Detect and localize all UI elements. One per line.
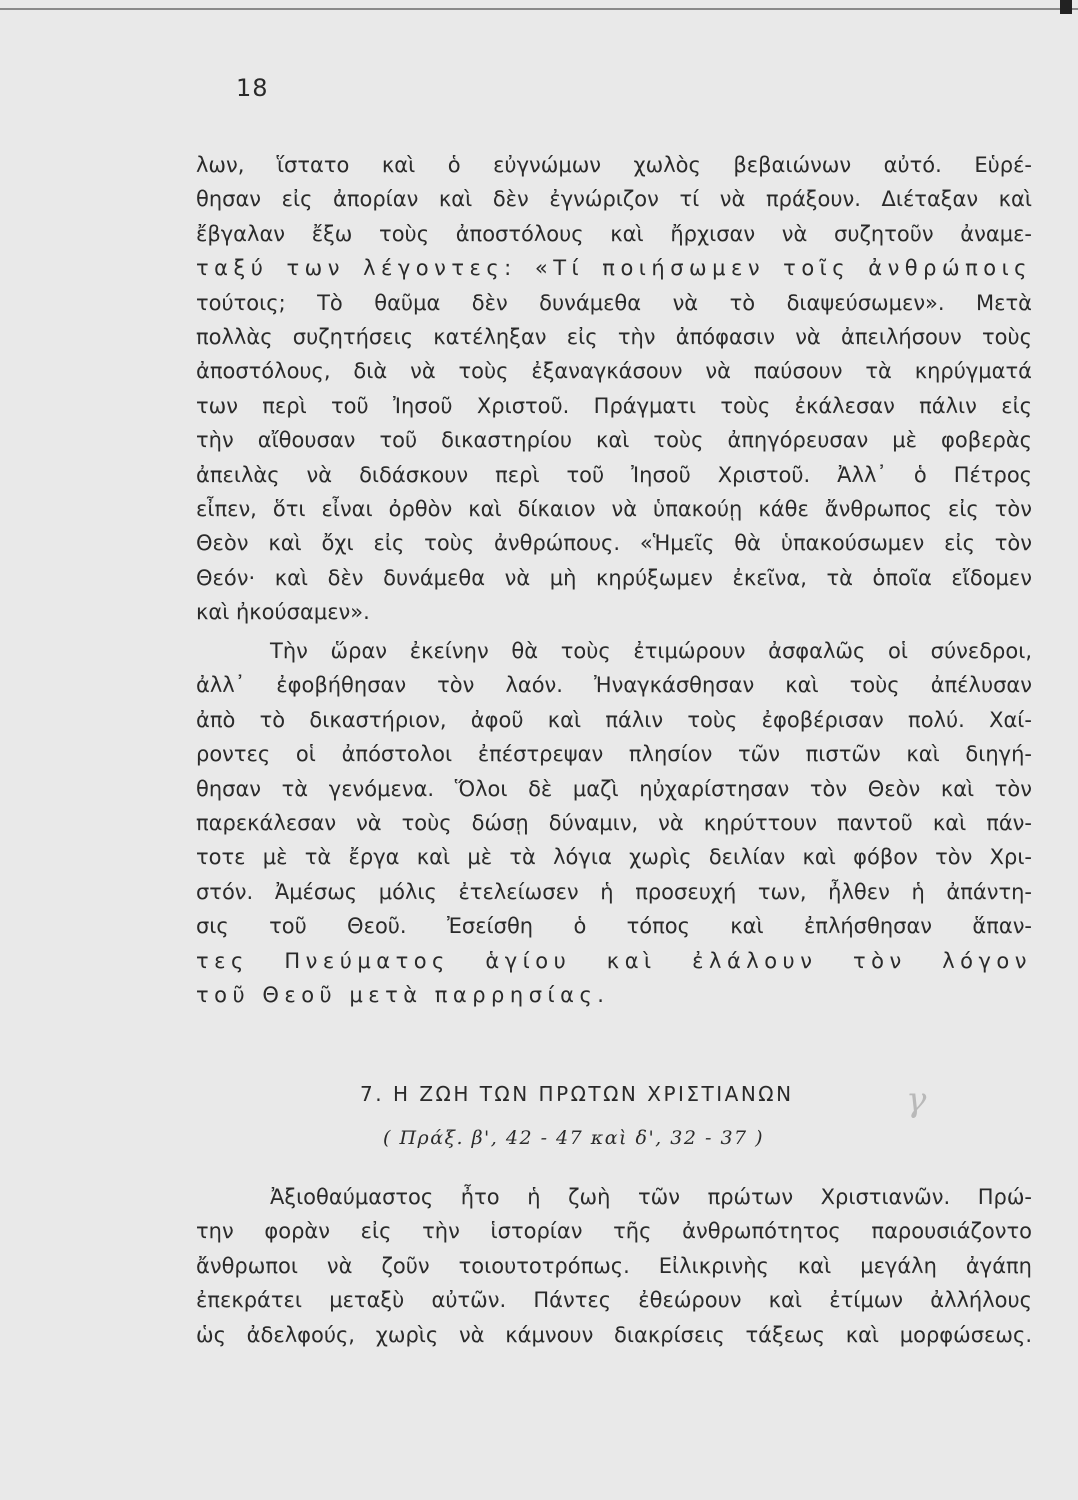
text-line: πολλὰς συζητήσεις κατέληξαν εἰς τὴν ἀπόφασιν νὰ ἀπειλήσουν τοὺς [196, 325, 1032, 350]
text-line: ἔβγαλαν ἔξω τοὺς ἀποστόλους καὶ ἤρχισαν νὰ συζητοῦν ἀναμε- [196, 221, 1032, 246]
text-line: ὡς ἀδελφούς, χωρὶς νὰ κάμνουν διακρίσεις τάξεως καὶ μορφώσεως. [196, 1322, 1032, 1347]
text-line: σις τοῦ Θεοῦ. Ἐσείσθη ὁ τόπος καὶ ἐπλήσθησαν ἅπαν- [196, 914, 1032, 939]
text-line: Θεὸν καὶ ὄχι εἰς τοὺς ἀνθρώπους. «Ἡμεῖς θὰ ὑπακούσωμεν εἰς τὸν [196, 531, 1032, 556]
text-line: τὴν αἴθουσαν τοῦ δικαστηρίου καὶ τοὺς ἀπηγόρευσαν μὲ φοβερὰς [196, 428, 1032, 453]
text-line: τοτε μὲ τὰ ἔργα καὶ μὲ τὰ λόγια χωρὶς δειλίαν καὶ φόβον τὸν Χρι- [196, 845, 1032, 870]
paragraph-3 [196, 1180, 1032, 1352]
text-line: τούτοις; Τὸ θαῦμα δὲν δυνάμεθα νὰ τὸ διαψεύσωμεν». Μετὰ [196, 290, 1032, 315]
page-number: 18 [236, 74, 269, 102]
top-edge-rule [0, 8, 1078, 10]
text-line: παρεκάλεσαν νὰ τοὺς δώσῃ δύναμιν, νὰ κηρύττουν παντοῦ καὶ πάν- [196, 811, 1032, 836]
section-heading: 7. Η ΖΩΗ ΤΩΝ ΠΡΩΤΩΝ ΧΡΙΣΤΙΑΝΩΝ [360, 1082, 794, 1106]
text-line: ἀποστόλους, διὰ νὰ τοὺς ἐξαναγκάσουν νὰ παύσουν τὰ κηρύγματά [196, 359, 1032, 384]
text-line: ἀπὸ τὸ δικαστήριον, ἀφοῦ καὶ πάλιν τοὺς ἐφοβέρισαν πολύ. Χαί- [196, 707, 1032, 732]
text-line: ἀπειλὰς νὰ διδάσκουν περὶ τοῦ Ἰησοῦ Χριστοῦ. Ἀλλ᾽ ὁ Πέτρος [196, 462, 1032, 487]
text-line: την φορὰν εἰς τὴν ἱστορίαν τῆς ἀνθρωπότητος παρουσιάζοντο [196, 1219, 1032, 1244]
text-line: Θεόν· καὶ δὲν δυνάμεθα νὰ μὴ κηρύξωμεν ἐκεῖνα, τὰ ὁποῖα εἴδομεν [196, 565, 1032, 590]
text-line: ἀλλ᾽ ἐφοβήθησαν τὸν λαόν. Ἠναγκάσθησαν καὶ τοὺς ἀπέλυσαν [196, 673, 1032, 698]
text-line: τες Πνεύματος ἁγίου καὶ ἐλάλουν τὸν λόγον [196, 948, 1032, 973]
text-line: θησαν εἰς ἀπορίαν καὶ δὲν ἐγνώριζον τί νὰ πράξουν. Διέταξαν καὶ [196, 187, 1032, 212]
paragraph-2 [196, 634, 1032, 1012]
text-line: Τὴν ὥραν ἐκείνην θὰ τοὺς ἐτιμώρουν ἀσφαλῶς οἱ σύνεδροι, [270, 639, 1032, 663]
text-line: ἐπεκράτει μεταξὺ αὐτῶν. Πάντες ἐθεώρουν καὶ ἐτίμων ἀλλήλους [196, 1288, 1032, 1313]
text-line: των περὶ τοῦ Ἰησοῦ Χριστοῦ. Πράγματι τοὺς ἐκάλεσαν πάλιν εἰς [196, 393, 1032, 418]
scripture-reference: ( Πράξ. β', 42 - 47 καὶ δ', 32 - 37 ) [383, 1127, 765, 1149]
text-line: καὶ ἠκούσαμεν». [196, 600, 370, 625]
text-line: ροντες οἱ ἀπόστολοι ἐπέστρεψαν πλησίον τῶν πιστῶν καὶ διηγή- [196, 742, 1032, 767]
corner-scan-mark [1060, 0, 1072, 14]
text-line: ταξύ των λέγοντες: «Τί ποιήσωμεν τοῖς ἀνθρώποις [196, 256, 1032, 281]
text-line: λων, ἵστατο καὶ ὁ εὐγνώμων χωλὸς βεβαιώνων αὐτό. Εὑρέ- [196, 153, 1032, 177]
text-line: στόν. Ἀμέσως μόλις ἐτελείωσεν ἡ προσευχή των, ἦλθεν ἡ ἀπάντη- [196, 879, 1032, 904]
paragraph-1 [196, 148, 1032, 630]
text-line: θησαν τὰ γενόμενα. Ὅλοι δὲ μαζὶ ηὐχαρίστησαν τὸν Θεὸν καὶ τὸν [196, 776, 1032, 801]
text-line: τοῦ Θεοῦ μετὰ παρρησίας. [196, 983, 610, 1008]
text-line: εἶπεν, ὅτι εἶναι ὀρθὸν καὶ δίκαιον νὰ ὑπακούῃ κάθε ἄνθρωπος εἰς τὸν [196, 497, 1032, 522]
text-line: ἄνθρωποι νὰ ζοῦν τοιουτοτρόπως. Εἰλικρινὴς καὶ μεγάλη ἀγάπη [196, 1253, 1032, 1278]
text-line: Ἀξιοθαύμαστος ἦτο ἡ ζωὴ τῶν πρώτων Χριστιανῶν. Πρώ- [270, 1185, 1032, 1209]
pencil-margin-mark: γ [906, 1080, 927, 1120]
